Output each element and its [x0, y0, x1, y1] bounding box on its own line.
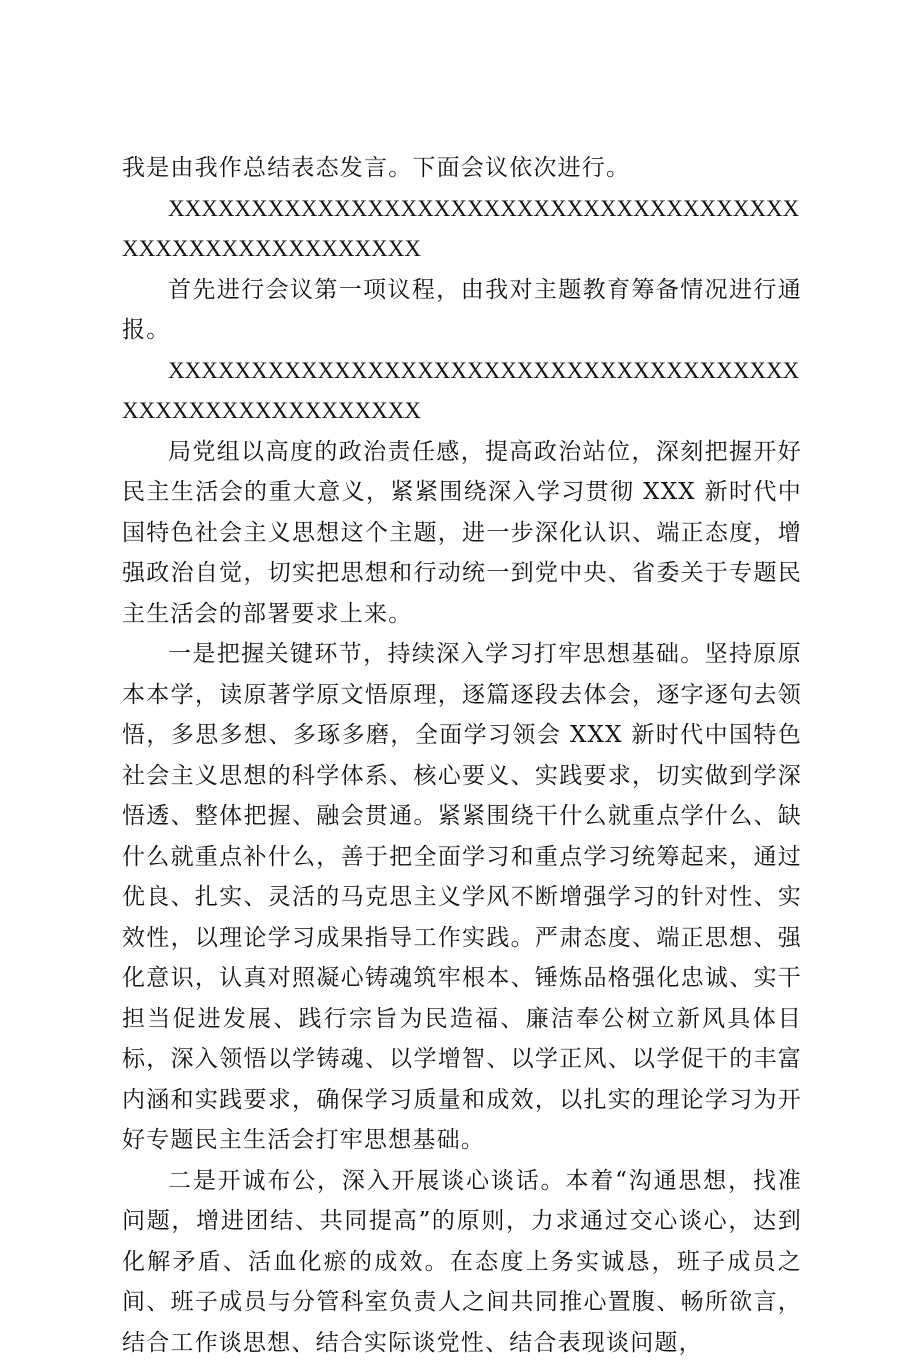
paragraph-continuation: 我是由我作总结表态发言。下面会议依次进行。 [122, 148, 802, 189]
paragraph-party-group: 局党组以高度的政治责任感，提高政治站位，深刻把握开好民主生活会的重大意义，紧紧围绕深入学习贯彻 XXX 新时代中国特色社会主义思想这个主题，进一步深化认识、端正态度，增强政治自觉，切实把思想和行动统一到党中央、省委关于专题民主生活会的部署要求上来。 [122, 432, 802, 635]
paragraph-point-one: 一是把握关键环节，持续深入学习打牢思想基础。坚持原原本本学，读原著学原文悟原理，逐篇逐段去体会，逐字逐句去领悟，多思多想、多琢多磨，全面学习领会 XXX 新时代中国特色社会主义思想的科学体系、核心要义、实践要求，切实做到学深悟透、整体把握、融会贯通。紧紧围绕干什么就重点学什么、缺什么就重点补什么，善于把全面学习和重点学习统筹起来，通过优良、扎实、灵活的马克思主义学风不断增强学习的针对性、实效性，以理论学习成果指导工作实践。严肃态度、端正思想、强化意识，认真对照凝心铸魂筑牢根本、锤炼品格强化忠诚、实干担当促进发展、践行宗旨为民造福、廉洁奉公树立新风具体目标，深入领悟以学铸魂、以学增智、以学正风、以学促干的丰富内涵和实践要求，确保学习质量和成效，以扎实的理论学习为开好专题民主生活会打牢思想基础。 [122, 634, 802, 1161]
paragraph-agenda-item: 首先进行会议第一项议程，由我对主题教育筹备情况进行通报。 [122, 270, 802, 351]
placeholder-line: XXXXXXXXXXXXXXXXXXXXXXXXXXXXXXXXXXXXXXXXXXXXXXXXXXXXXXXX [122, 351, 802, 432]
placeholder-line: XXXXXXXXXXXXXXXXXXXXXXXXXXXXXXXXXXXXXXXXXXXXXXXXXXXXXXXX [122, 189, 802, 270]
document-body [122, 148, 802, 1363]
paragraph-point-two: 二是开诚布公，深入开展谈心谈话。本着“沟通思想，找准问题，增进团结、共同提高”的原则，力求通过交心谈心，达到化解矛盾、活血化瘀的成效。在态度上务实诚恳，班子成员之间、班子成员与分管科室负责人之间共同推心置腹、畅所欲言，结合工作谈思想、结合实际谈党性、结合表现谈问题， [122, 1161, 802, 1363]
